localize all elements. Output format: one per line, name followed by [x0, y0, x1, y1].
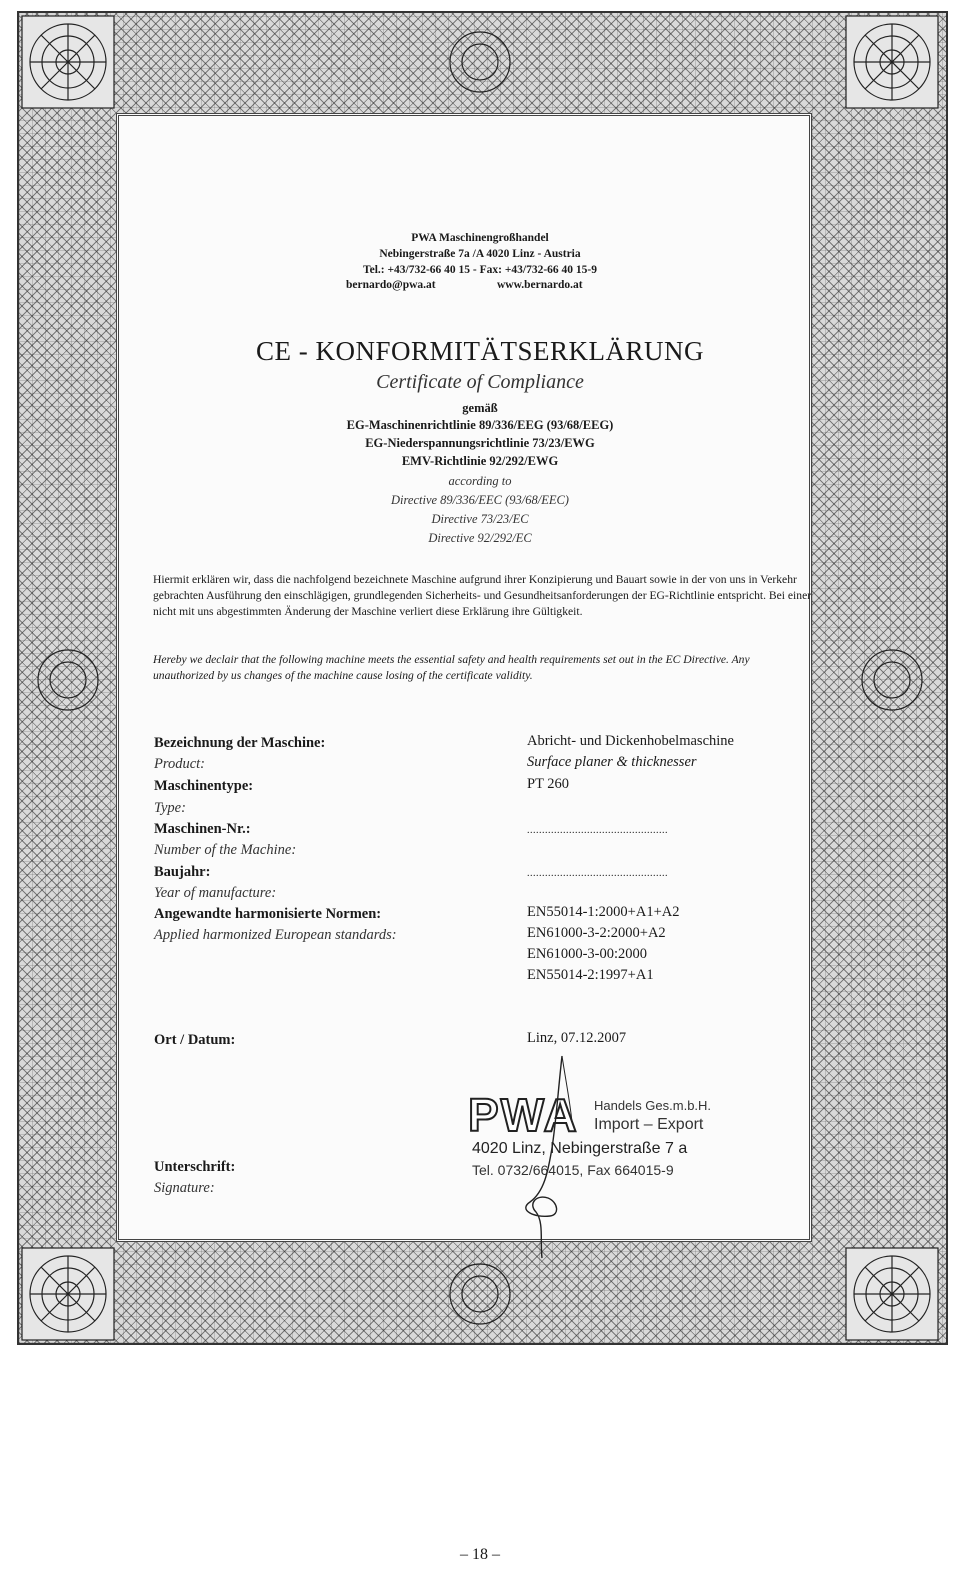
- standard-item: EN61000-3-2:2000+A2: [527, 925, 666, 941]
- directive-intro-en: according to: [448, 474, 512, 488]
- directive-line-de: EMV-Richtlinie 92/292/EWG: [401, 454, 559, 468]
- directive-line-en: Directive 92/292/EC: [428, 531, 532, 545]
- company-address: Nebingerstraße 7a /A 4020 Linz - Austria: [379, 248, 581, 260]
- handwritten-signature: [500, 1052, 590, 1262]
- directive-line-de: EG-Maschinenrichtlinie 89/336/EEG (93/68/EEG): [346, 418, 614, 432]
- type-label: Maschinentype:: [154, 778, 254, 794]
- stamp-logo: PWA: [468, 1089, 579, 1141]
- company-name: PWA Maschinengroßhandel: [411, 232, 549, 244]
- place-date-label: Ort / Datum:: [154, 1032, 236, 1048]
- standard-item: EN55014-2:1997+A1: [527, 967, 654, 983]
- product-value: Abricht- und Dickenhobelmaschine: [527, 733, 734, 749]
- directive-line-en: Directive 73/23/EC: [431, 512, 529, 526]
- standard-item: EN61000-3-00:2000: [527, 946, 648, 962]
- year-value: ...............................................: [527, 868, 668, 879]
- directive-line-en: Directive 89/336/EEC (93/68/EEC): [391, 493, 569, 507]
- year-label: Baujahr:: [154, 864, 211, 880]
- product-label-en: Product:: [154, 756, 206, 772]
- declaration-text-de: Hiermit erklären wir, dass die nachfolgend bezeichnete Maschine aufgrund ihrer Konzipierung und Bauart sowie in der von uns in Verkehr gebrachten Ausführung den einschlägigen, grundlegenden Sicherheits- und Gesundheitsanforderungen der EG-Richtlinie entspricht. Bei einer nicht mit uns abgestimmten Änderung der Maschine verliert diese Erklärung ihre Gültigkeit.: [153, 573, 812, 618]
- machine-number-label: Maschinen-Nr.:: [154, 821, 251, 837]
- machine-number-value: ...............................................: [527, 825, 668, 836]
- directive-intro-de: gemäß: [462, 401, 498, 415]
- declaration-text-en: Hereby we declair that the following machine meets the essential safety and health requirements set out in the EC Directive. Any unauthorized by us changes of the machine cause losing of the certificate validity.: [153, 653, 750, 682]
- document-subtitle: Certificate of Compliance: [376, 371, 584, 393]
- year-label-en: Year of manufacture:: [154, 885, 277, 901]
- company-phone-fax: Tel.: +43/732-66 40 15 - Fax: +43/732-66 40 15-9: [362, 264, 598, 276]
- directive-line-de: EG-Niederspannungsrichtlinie 73/23/EWG: [365, 436, 595, 450]
- page-number: – 18 –: [460, 1546, 500, 1563]
- signature-label: Unterschrift:: [154, 1159, 236, 1175]
- place-date-value: Linz, 07.12.2007: [527, 1030, 627, 1046]
- standards-label: Angewandte harmonisierte Normen:: [154, 906, 382, 922]
- corner-ornament-bottom-left: [22, 1248, 114, 1340]
- stamp-line-trade: Import – Export: [594, 1116, 704, 1133]
- company-web: www.bernardo.at: [497, 279, 583, 291]
- company-email: bernardo@pwa.at: [346, 279, 436, 291]
- machine-number-label-en: Number of the Machine:: [154, 842, 297, 858]
- type-label-en: Type:: [154, 800, 186, 816]
- stamp-line-company: Handels Ges.m.b.H.: [594, 1098, 712, 1113]
- corner-ornament-top-left: [22, 16, 114, 108]
- type-value: PT 260: [527, 776, 570, 792]
- stamp-line-phone: Tel. 0732/664015, Fax 664015-9: [472, 1162, 674, 1178]
- signature-label-en: Signature:: [154, 1180, 215, 1196]
- product-value-en: Surface planer & thicknesser: [527, 754, 697, 770]
- standard-item: EN55014-1:2000+A1+A2: [527, 904, 680, 920]
- product-label: Bezeichnung der Maschine:: [154, 735, 326, 751]
- stamp-line-address: 4020 Linz, Nebingerstraße 7 a: [472, 1140, 688, 1157]
- document-title: CE - KONFORMITÄTSERKLÄRUNG: [255, 336, 704, 366]
- corner-ornament-top-right: [846, 16, 938, 108]
- corner-ornament-bottom-right: [846, 1248, 938, 1340]
- standards-label-en: Applied harmonized European standards:: [154, 927, 397, 943]
